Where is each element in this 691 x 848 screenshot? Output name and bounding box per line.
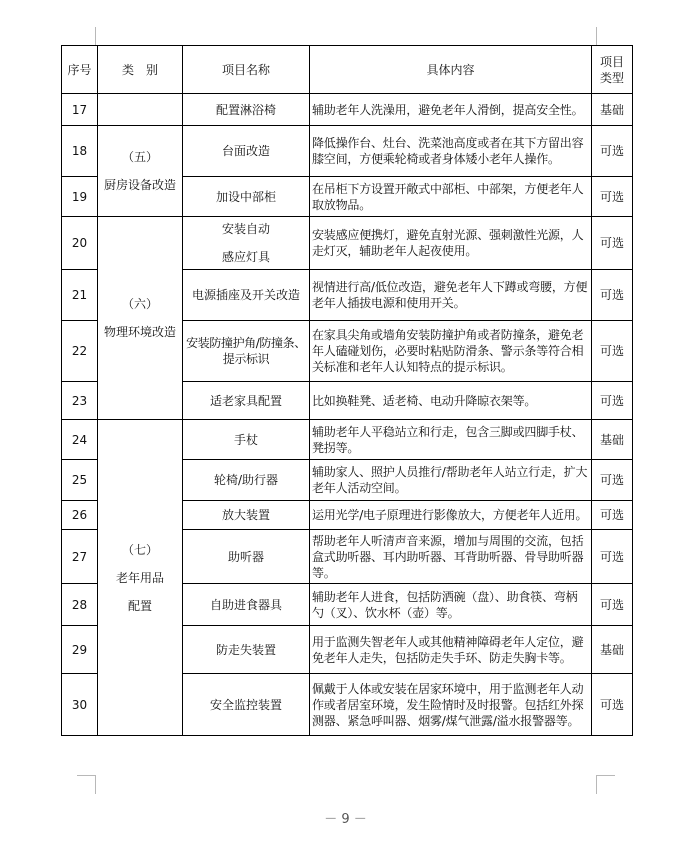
crop-mark-bottom-left (77, 775, 96, 794)
renovation-items-table (61, 45, 633, 736)
row-number: 24 (62, 420, 98, 460)
row-number: 26 (62, 501, 98, 530)
item-type: 可选 (592, 126, 633, 177)
item-content: 视情进行高/低位改造，避免老年人下蹲或弯腰，方便老年人插拔电源和使用开关。 (310, 270, 592, 321)
item-name: 适老家具配置 (183, 382, 310, 420)
header-type-line2: 类型 (599, 70, 624, 85)
item-name (183, 321, 310, 382)
category-cell-empty (98, 94, 183, 126)
category-seven (98, 420, 183, 736)
table-header-row (62, 46, 633, 94)
item-name-line1: 安装自动 (221, 222, 270, 236)
crop-mark-top-right (596, 27, 615, 46)
header-seq: 序号 (62, 46, 98, 94)
item-content: 用于监测失智老年人或其他精神障碍老年人定位，避免老年人走失，包括防走失手环、防走失胸卡等。 (310, 626, 592, 674)
row-number: 28 (62, 584, 98, 626)
table-row (62, 420, 633, 460)
item-content: 辅助老年人洗澡用，避免老年人滑倒，提高安全性。 (310, 94, 592, 126)
item-type: 可选 (592, 321, 633, 382)
item-type: 可选 (592, 460, 633, 501)
item-type: 可选 (592, 177, 633, 217)
row-number: 20 (62, 217, 98, 270)
item-content: 佩戴于人体或安装在居家环境中，用于监测老年人动作或者居室环境，发生险情时及时报警。包括红外探测器、紧急呼叫器、烟雾/煤气泄露/溢水报警器等。 (310, 674, 592, 736)
header-type (592, 46, 633, 94)
category-seven-number: （七） (121, 542, 158, 557)
category-five-number: （五） (121, 150, 158, 164)
row-number: 21 (62, 270, 98, 321)
item-type: 可选 (592, 270, 633, 321)
category-six-number: （六） (121, 297, 158, 311)
item-name: 配置淋浴椅 (183, 94, 310, 126)
item-name-line2: 感应灯具 (221, 250, 270, 264)
item-type: 可选 (592, 501, 633, 530)
header-content: 具体内容 (310, 46, 592, 94)
item-content: 比如换鞋凳、适老椅、电动升降晾衣架等。 (310, 382, 592, 420)
item-name: 防走失装置 (183, 626, 310, 674)
row-number: 19 (62, 177, 98, 217)
item-type: 可选 (592, 530, 633, 584)
category-spacer (100, 586, 180, 598)
item-type: 基础 (592, 94, 633, 126)
item-type: 可选 (592, 382, 633, 420)
category-six (98, 217, 183, 420)
row-number: 17 (62, 94, 98, 126)
category-spacer (100, 165, 180, 177)
item-name-line2: 提示标识 (222, 352, 270, 366)
crop-mark-top-left (77, 27, 96, 46)
category-seven-name-line1: 老年用品 (115, 570, 164, 585)
row-number: 30 (62, 674, 98, 736)
item-content: 在吊柜下方设置开敞式中部柜、中部架，方便老年人取放物品。 (310, 177, 592, 217)
row-number: 25 (62, 460, 98, 501)
category-five-name: 厨房设备改造 (103, 178, 176, 192)
row-number: 23 (62, 382, 98, 420)
item-content: 在家具尖角或墙角安装防撞护角或者防撞条，避免老年人磕碰划伤，必要时粘贴防滑条、警示条等符合相关标准和老年人认知特点的提示标识。 (310, 321, 592, 382)
item-content: 辅助老年人进食，包括防洒碗（盘）、助食筷、弯柄勺（叉）、饮水杯（壶）等。 (310, 584, 592, 626)
item-content: 运用光学/电子原理进行影像放大，方便老年人近用。 (310, 501, 592, 530)
item-content: 安装感应便携灯，避免直射光源、强刺激性光源，人走灯灭，辅助老年人起夜使用。 (310, 217, 592, 270)
item-name: 加设中部柜 (183, 177, 310, 217)
item-name: 手杖 (183, 420, 310, 460)
item-name-line1: 安装防撞护角/防撞条、 (186, 336, 306, 350)
item-name: 助听器 (183, 530, 310, 584)
category-five (98, 126, 183, 217)
item-name: 电源插座及开关改造 (183, 270, 310, 321)
item-type: 基础 (592, 420, 633, 460)
table-row (62, 126, 633, 177)
item-name: 安全监控装置 (183, 674, 310, 736)
category-spacer (100, 558, 180, 570)
table-row (62, 217, 633, 270)
table-row (62, 94, 633, 126)
row-number: 27 (62, 530, 98, 584)
category-seven-name-line2: 配置 (127, 598, 152, 613)
item-name: 自助进食器具 (183, 584, 310, 626)
item-name: 放大装置 (183, 501, 310, 530)
item-content: 帮助老年人听清声音来源，增加与周围的交流，包括盒式助听器、耳内助听器、耳背助听器、骨导助听器等。 (310, 530, 592, 584)
page-number: － 9 － (324, 812, 367, 827)
item-type: 可选 (592, 217, 633, 270)
header-category: 类 别 (98, 46, 183, 94)
row-number: 22 (62, 321, 98, 382)
row-number: 29 (62, 626, 98, 674)
item-content: 辅助家人、照护人员推行/帮助老年人站立行走，扩大老年人活动空间。 (310, 460, 592, 501)
crop-mark-bottom-right (596, 775, 615, 794)
item-type: 可选 (592, 584, 633, 626)
row-number: 18 (62, 126, 98, 177)
item-content: 降低操作台、灶台、洗菜池高度或者在其下方留出容膝空间，方便乘轮椅或者身体矮小老年人操作。 (310, 126, 592, 177)
category-six-name: 物理环境改造 (103, 325, 176, 339)
item-name: 台面改造 (183, 126, 310, 177)
item-name: 轮椅/助行器 (183, 460, 310, 501)
item-content: 辅助老年人平稳站立和行走，包含三脚或四脚手杖、凳拐等。 (310, 420, 592, 460)
item-type: 可选 (592, 674, 633, 736)
item-name-spacer (185, 237, 307, 249)
item-type: 基础 (592, 626, 633, 674)
header-item-name: 项目名称 (183, 46, 310, 94)
category-spacer (100, 312, 180, 324)
header-type-line1: 项目 (599, 54, 624, 69)
item-name (183, 217, 310, 270)
